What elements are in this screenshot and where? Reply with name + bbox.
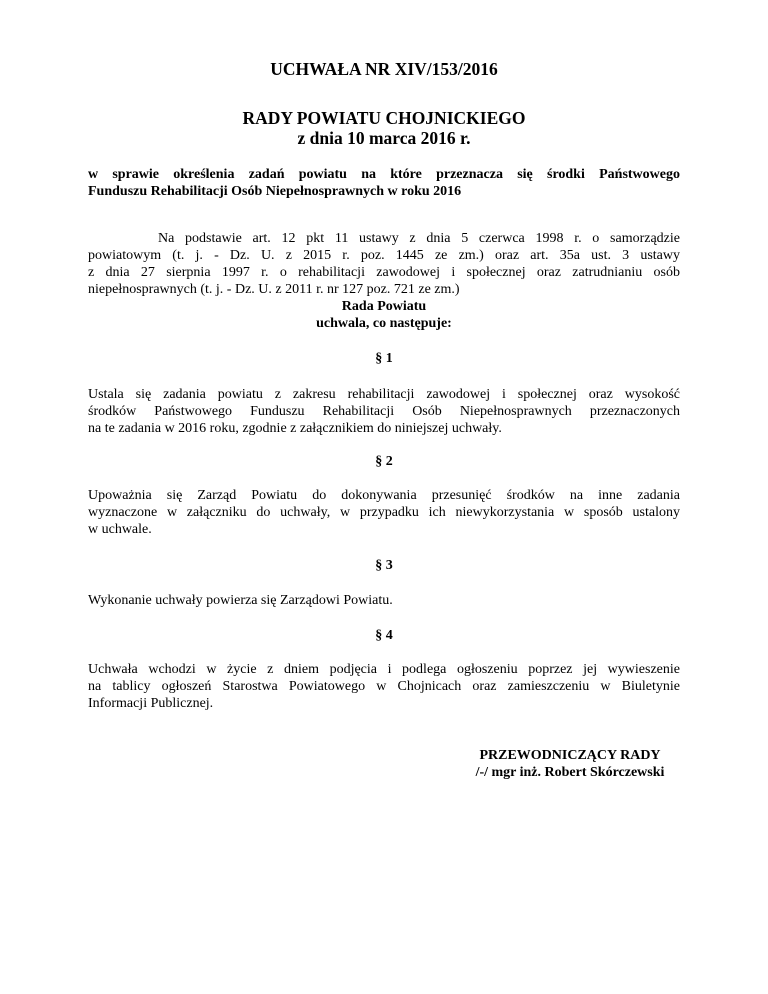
legal-basis bbox=[88, 230, 680, 298]
section-text-1 bbox=[88, 386, 680, 437]
section-line: Wykonanie uchwały powierza się Zarządowi Powiatu. bbox=[88, 593, 393, 608]
subject-line: w sprawie określenia zadań powiatu na które przeznacza się środki Państwowego bbox=[88, 167, 680, 182]
resolving-body: Rada Powiatu bbox=[341, 299, 427, 314]
signature-name: /-/ mgr inż. Robert Skórczewski bbox=[475, 765, 665, 780]
council-name: RADY POWIATU CHOJNICKIEGO bbox=[242, 108, 526, 128]
section-line: na tablicy ogłoszeń Starostwa Powiatowego w Chojnicach oraz zamieszczeniu w Biuletynie bbox=[88, 679, 680, 694]
section-line: Uchwała wchodzi w życie z dniem podjęcia i podlega ogłoszeniu poprzez jej wywieszenie bbox=[88, 662, 680, 677]
legal-basis-line: niepełnosprawnych (t. j. - Dz. U. z 2011 r. nr 127 poz. 721 ze zm.) bbox=[88, 282, 460, 297]
section-line: na te zadania w 2016 roku, zgodnie z załącznikiem do niniejszej uchwały. bbox=[88, 421, 502, 436]
section-number-1: § 1 bbox=[375, 351, 393, 366]
signature-title: PRZEWODNICZĄCY RADY bbox=[479, 748, 661, 763]
subject-line: Funduszu Rehabilitacji Osób Niepełnosprawnych w roku 2016 bbox=[88, 184, 462, 199]
section-line: Ustala się zadania powiatu z zakresu rehabilitacji zawodowej i społecznej oraz wysokość bbox=[88, 387, 680, 402]
legal-basis-line: Na podstawie art. 12 pkt 11 ustawy z dnia 5 czerwca 1998 r. o samorządzie bbox=[158, 231, 680, 246]
legal-basis-line: z dnia 27 sierpnia 1997 r. o rehabilitacji zawodowej i społecznej oraz zatrudnianiu osób bbox=[88, 265, 680, 280]
section-line: wyznaczone w załączniku do uchwały, w przypadku ich niewykorzystania w sposób ustalony bbox=[88, 505, 680, 520]
section-line: Informacji Publicznej. bbox=[88, 696, 214, 711]
section-number-3: § 3 bbox=[375, 558, 393, 573]
section-number-4: § 4 bbox=[375, 628, 393, 643]
section-line: środków Państwowego Funduszu Rehabilitacji Osób Niepełnosprawnych przeznaczonych bbox=[88, 404, 680, 419]
section-line: Upoważnia się Zarząd Powiatu do dokonywania przesunięć środków na inne zadania bbox=[88, 488, 680, 503]
section-line: w uchwale. bbox=[88, 522, 152, 537]
section-text-4 bbox=[88, 661, 680, 712]
resolving-phrase: uchwala, co następuje: bbox=[316, 316, 452, 331]
resolution-subject bbox=[88, 166, 680, 200]
section-text-3 bbox=[88, 592, 680, 609]
resolution-number: UCHWAŁA NR XIV/153/2016 bbox=[270, 59, 498, 79]
legal-basis-line: powiatowym (t. j. - Dz. U. z 2015 r. poz. 1445 ze zm.) oraz art. 35a ust. 3 ustawy bbox=[88, 248, 680, 263]
section-text-2 bbox=[88, 487, 680, 538]
resolution-date: z dnia 10 marca 2016 r. bbox=[297, 128, 471, 148]
section-number-2: § 2 bbox=[375, 454, 393, 469]
